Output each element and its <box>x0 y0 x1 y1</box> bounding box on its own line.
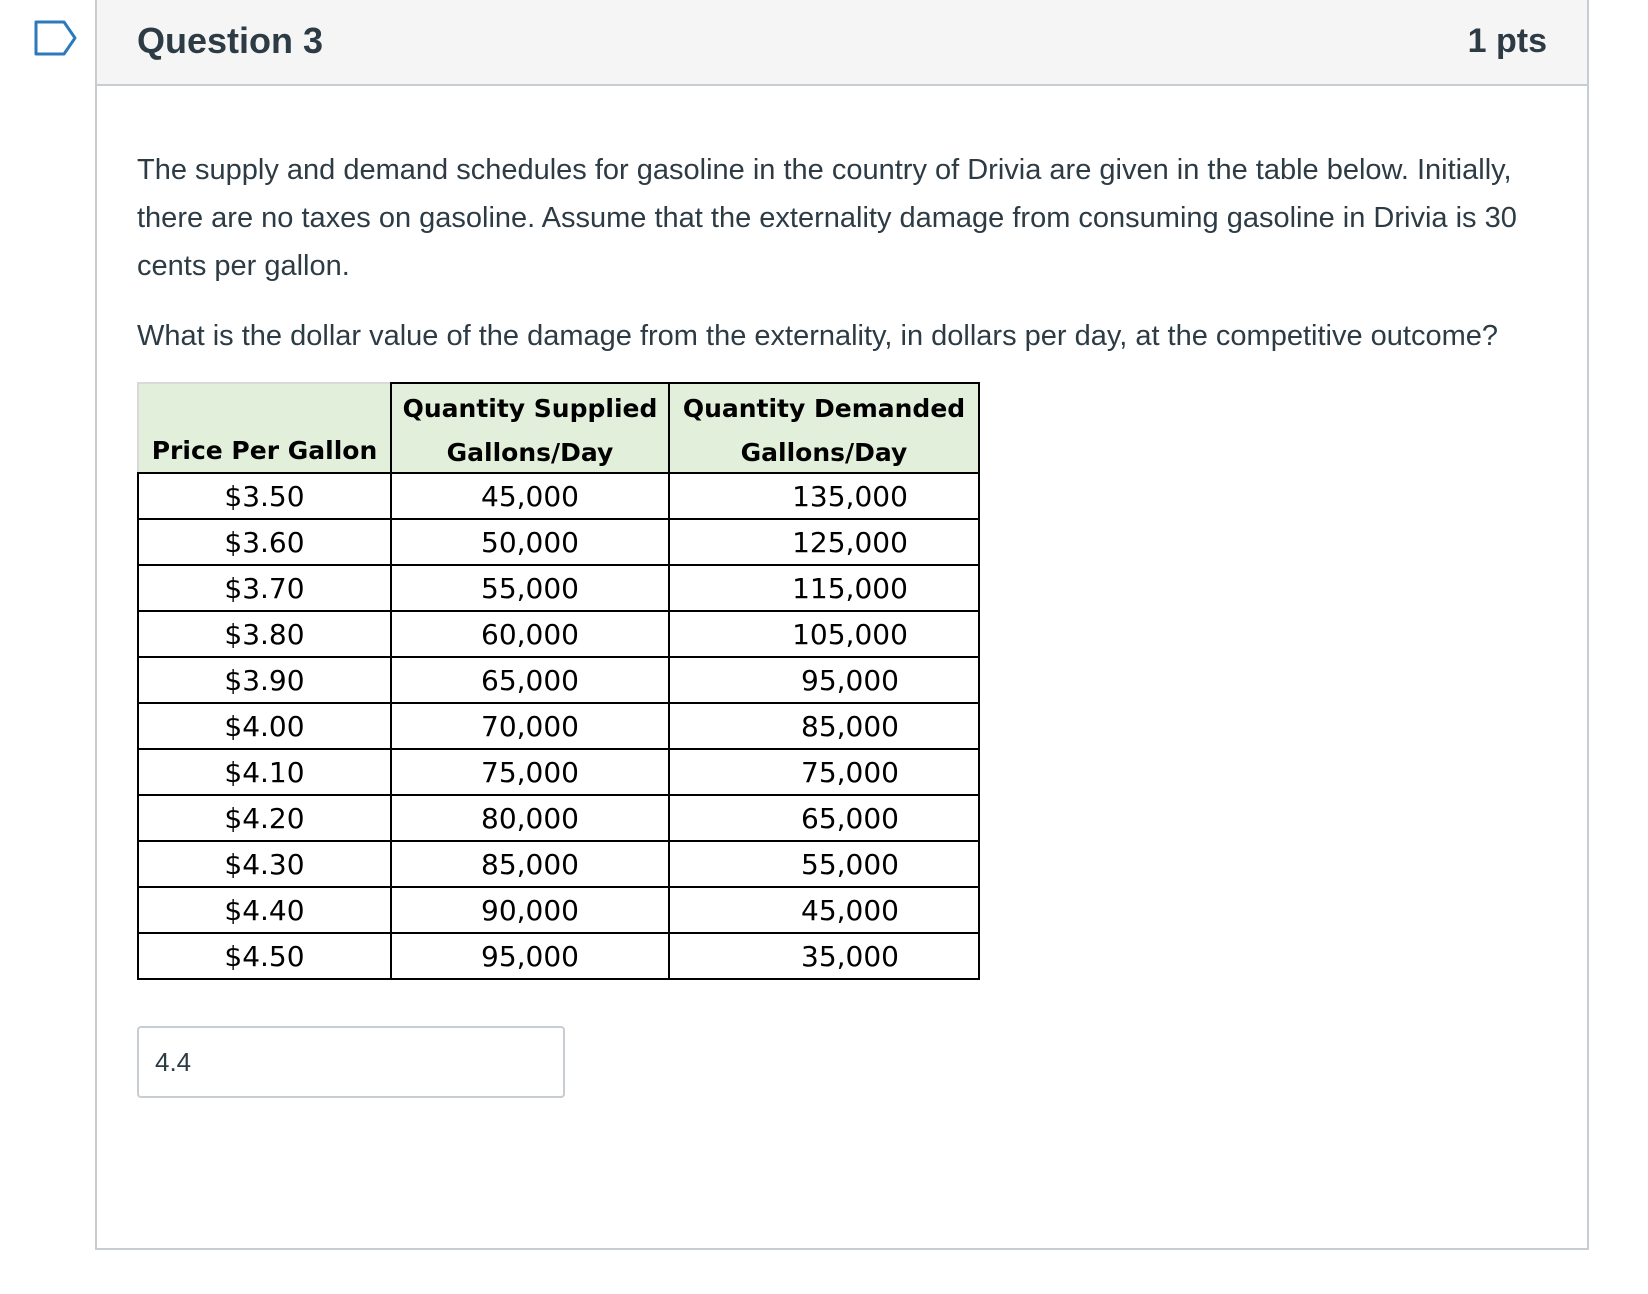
answer-input[interactable] <box>137 1026 565 1098</box>
question-points: 1 pts <box>1467 22 1547 60</box>
cell-supplied: 70,000 <box>391 703 669 749</box>
cell-supplied: 65,000 <box>391 657 669 703</box>
table-row <box>138 933 979 979</box>
table-row <box>138 703 979 749</box>
table-row <box>138 887 979 933</box>
column-header-label: Price Per Gallon <box>151 436 378 465</box>
cell-demanded: 45,000 <box>669 887 979 933</box>
column-header-quantity-supplied <box>391 383 669 473</box>
question-title: Question 3 <box>137 20 324 61</box>
cell-supplied: 75,000 <box>391 749 669 795</box>
cell-supplied: 80,000 <box>391 795 669 841</box>
table-row <box>138 473 979 519</box>
cell-price: $3.80 <box>138 611 391 657</box>
cell-supplied: 55,000 <box>391 565 669 611</box>
cell-price: $4.40 <box>138 887 391 933</box>
table-row <box>138 565 979 611</box>
column-header-label: Quantity Supplied <box>402 394 658 423</box>
cell-price: $4.00 <box>138 703 391 749</box>
flag-outline-icon[interactable] <box>34 20 78 56</box>
question-paragraph: What is the dollar value of the damage from the externality, in dollars per day, at the competitive outcome? <box>137 320 1499 352</box>
cell-demanded: 95,000 <box>669 657 979 703</box>
cell-supplied: 60,000 <box>391 611 669 657</box>
question-paragraph: The supply and demand schedules for gasoline in the country of Drivia are given in the table below. Initially, there are no taxes on gasoline. Assume that the externality damage from consuming gasoline in Drivia is 30 cents per gallon. <box>137 154 1517 282</box>
cell-supplied: 95,000 <box>391 933 669 979</box>
table-row <box>138 657 979 703</box>
cell-demanded: 105,000 <box>669 611 979 657</box>
column-header-unit: Gallons/Day <box>740 438 908 467</box>
question-body <box>137 146 1537 1098</box>
column-header-quantity-demanded <box>669 383 979 473</box>
cell-demanded: 135,000 <box>669 473 979 519</box>
table-row <box>138 841 979 887</box>
cell-price: $3.60 <box>138 519 391 565</box>
cell-demanded: 115,000 <box>669 565 979 611</box>
table-row <box>138 611 979 657</box>
cell-demanded: 35,000 <box>669 933 979 979</box>
column-header-price <box>138 383 391 473</box>
question-header <box>97 0 1587 86</box>
cell-supplied: 50,000 <box>391 519 669 565</box>
cell-supplied: 85,000 <box>391 841 669 887</box>
question-text <box>137 146 1537 360</box>
cell-demanded: 125,000 <box>669 519 979 565</box>
column-header-unit: Gallons/Day <box>446 438 614 467</box>
cell-supplied: 45,000 <box>391 473 669 519</box>
table-row <box>138 795 979 841</box>
cell-price: $4.50 <box>138 933 391 979</box>
column-header-label: Quantity Demanded <box>682 394 966 423</box>
cell-demanded: 55,000 <box>669 841 979 887</box>
cell-price: $3.50 <box>138 473 391 519</box>
cell-price: $4.20 <box>138 795 391 841</box>
cell-demanded: 65,000 <box>669 795 979 841</box>
table-body <box>138 473 979 979</box>
cell-price: $4.30 <box>138 841 391 887</box>
cell-price: $3.90 <box>138 657 391 703</box>
table-header-row <box>138 383 979 473</box>
question-card <box>95 0 1589 1250</box>
cell-price: $3.70 <box>138 565 391 611</box>
cell-supplied: 90,000 <box>391 887 669 933</box>
cell-demanded: 85,000 <box>669 703 979 749</box>
supply-demand-table <box>137 382 980 980</box>
table-row <box>138 519 979 565</box>
cell-demanded: 75,000 <box>669 749 979 795</box>
cell-price: $4.10 <box>138 749 391 795</box>
table-row <box>138 749 979 795</box>
